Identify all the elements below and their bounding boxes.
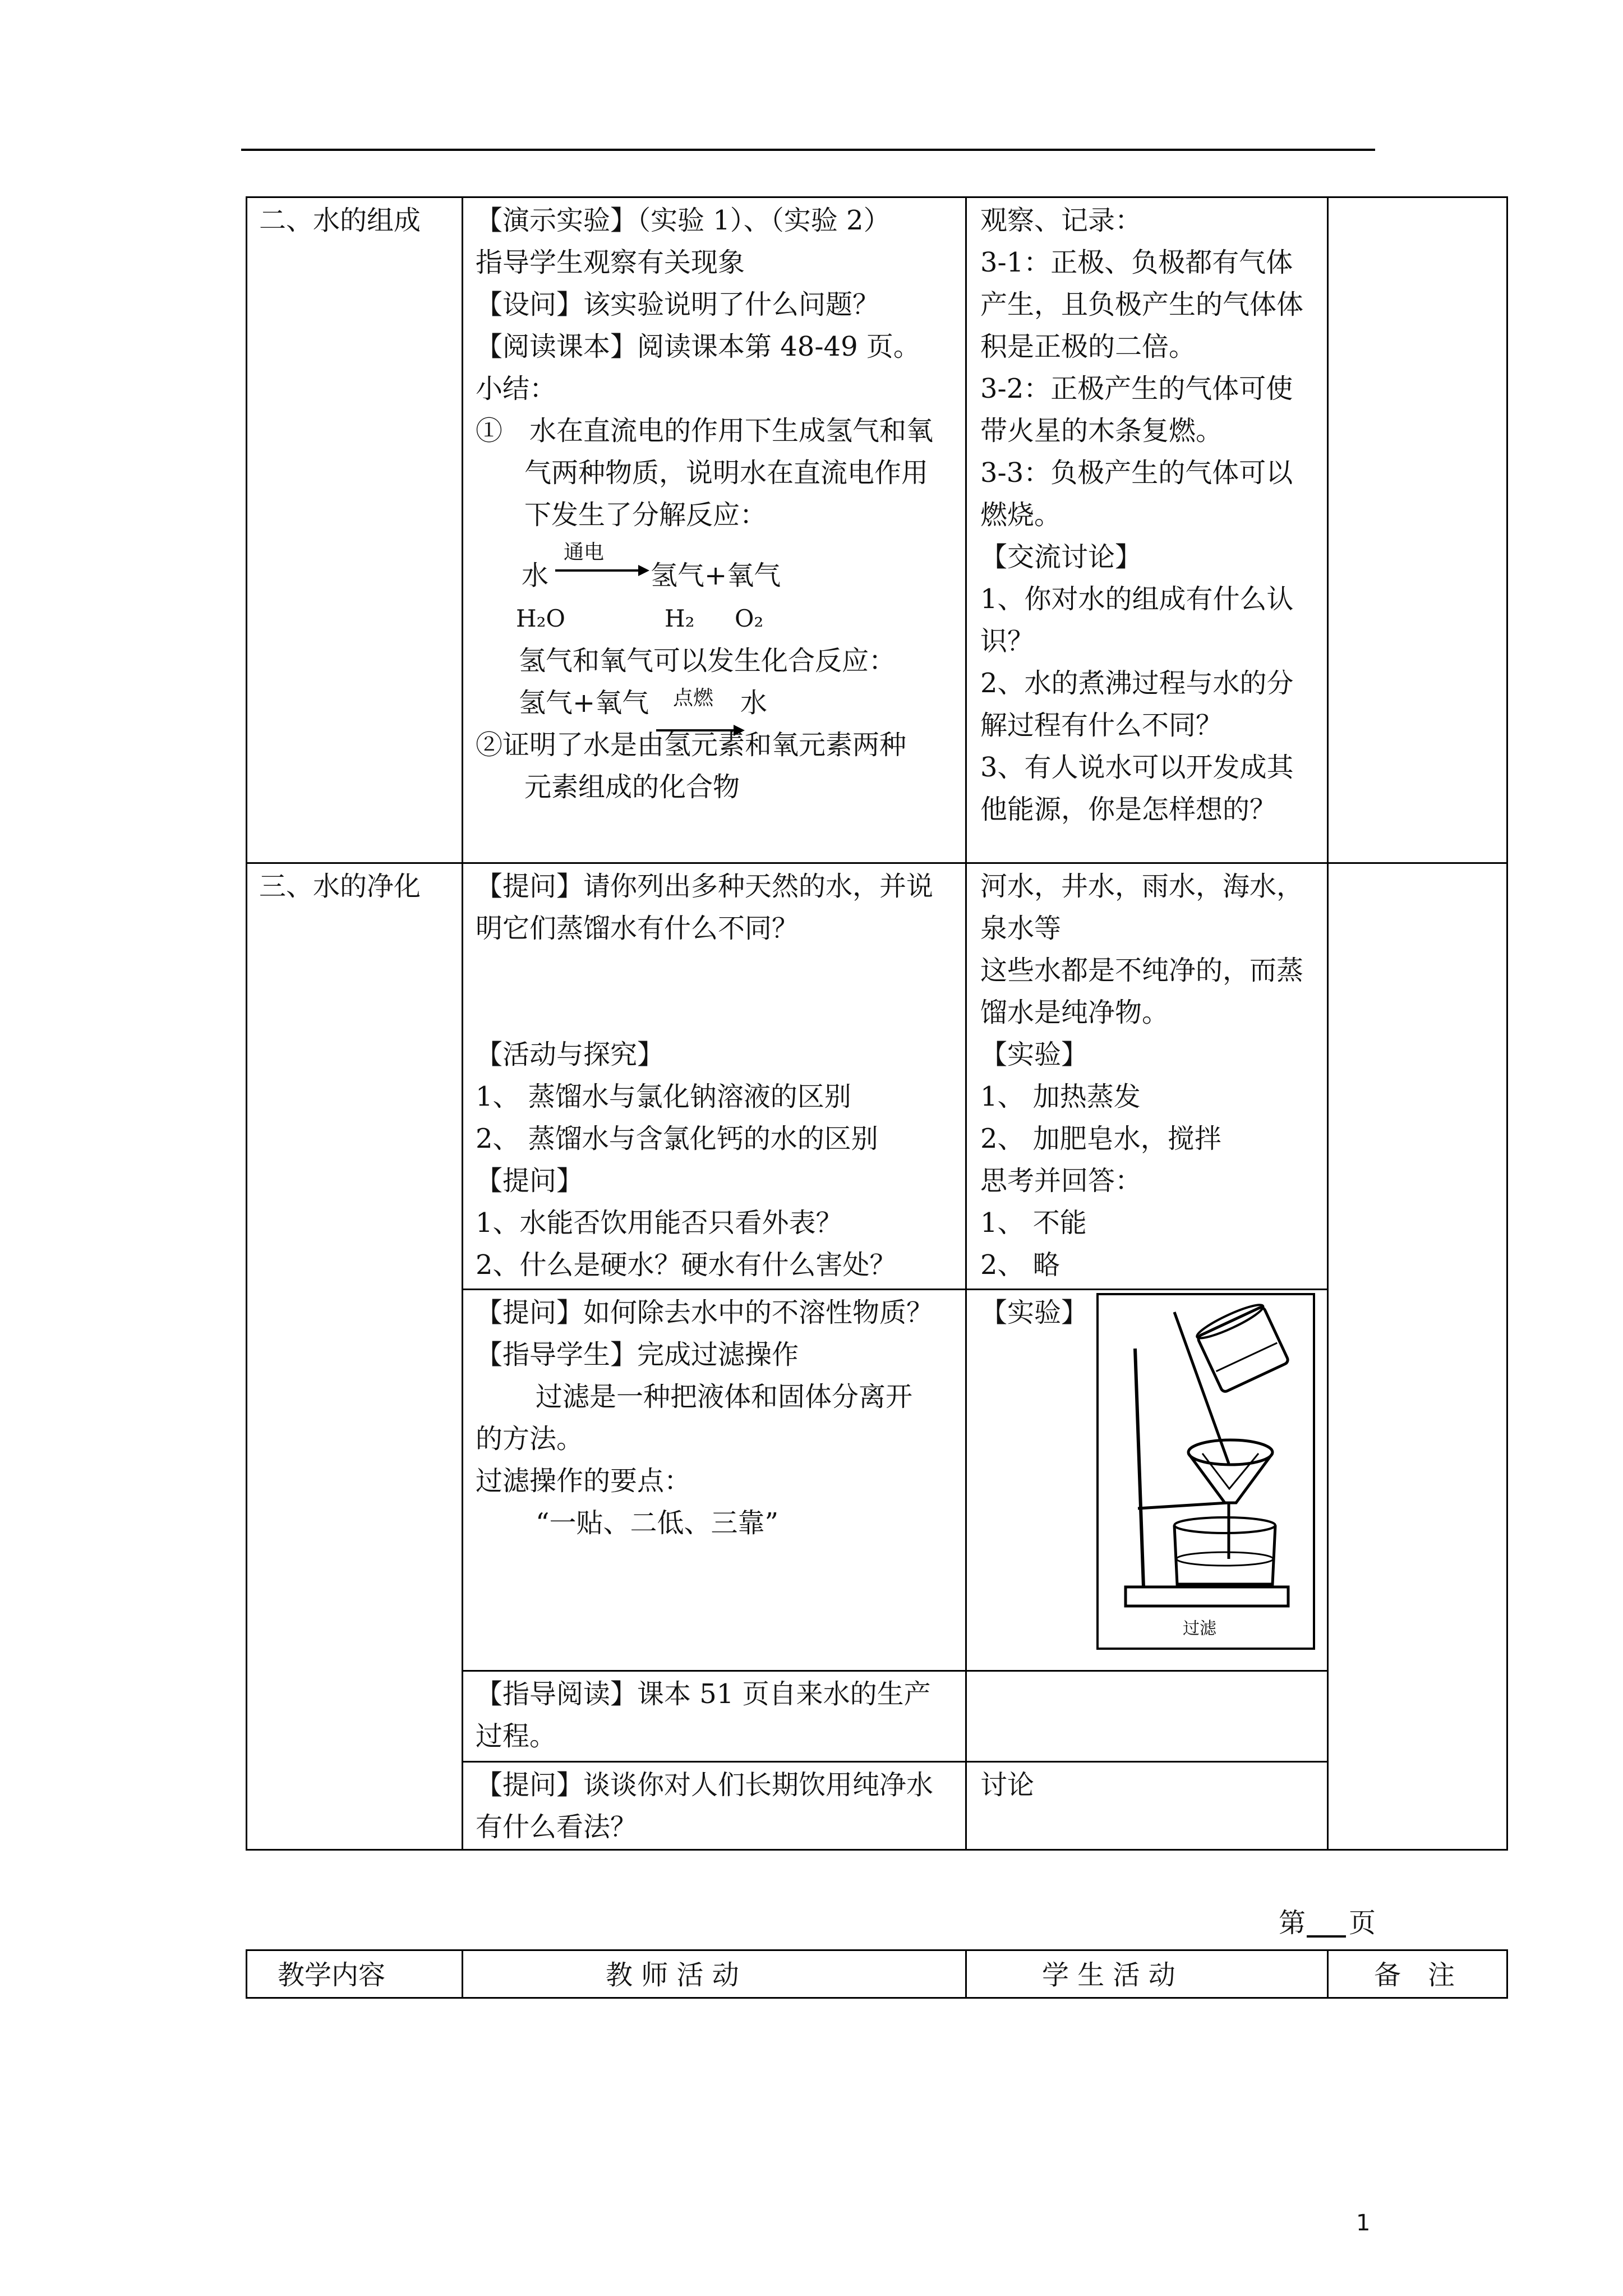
page-blank-underline [1307, 1935, 1346, 1938]
equation-water-product: 水 [740, 687, 768, 719]
student-line: 带火星的木条复燃。 [980, 415, 1223, 447]
student-line: 泉水等 [980, 913, 1062, 944]
student-line: 2、水的煮沸过程与水的分 [980, 668, 1294, 699]
teacher-line: 的方法。 [476, 1423, 584, 1455]
student-line: 1、 加热蒸发 [980, 1081, 1141, 1112]
teacher-line: 过程。 [476, 1720, 557, 1752]
student-line: 3-2：正极产生的气体可使 [980, 373, 1293, 404]
student-line: 讨论 [980, 1769, 1035, 1801]
teacher-line: ②证明了水是由氢元素和氧元素两种 [476, 729, 907, 761]
header-teacher-activity: 教 师 活 动 [606, 1959, 739, 1991]
teacher-line: 2、什么是硬水？硬水有什么害处？ [476, 1249, 897, 1281]
teacher-line: 【阅读课本】阅读课本第 48-49 页。 [476, 331, 920, 362]
top-rule [241, 149, 1375, 151]
teacher-line: 过滤是一种把液体和固体分离开 [536, 1381, 913, 1412]
student-line: 馏水是纯净物。 [980, 997, 1169, 1028]
section-heading-composition: 二、水的组成 [259, 205, 421, 236]
student-line: 思考并回答： [980, 1165, 1142, 1197]
teacher-line: 【提问】如何除去水中的不溶性物质？ [476, 1297, 934, 1328]
teacher-line: 气两种物质，说明水在直流电作用 [524, 457, 929, 489]
equation-reactants: 氢气+氧气 [519, 687, 649, 719]
teacher-line: 【提问】 [476, 1165, 584, 1197]
page-number: 1 [1356, 2210, 1371, 2236]
student-line: 3-3：负极产生的气体可以 [980, 457, 1293, 489]
teacher-line: 明它们蒸馏水有什么不同？ [476, 913, 799, 944]
student-line: 解过程有什么不同？ [980, 710, 1223, 741]
student-line: 1、 不能 [980, 1207, 1087, 1239]
student-line: 积是正极的二倍。 [980, 331, 1196, 362]
teacher-line: 【提问】请你列出多种天然的水，并说 [476, 871, 934, 902]
student-line: 【交流讨论】 [980, 541, 1142, 573]
experiment-label: 【实验】 [980, 1297, 1089, 1328]
row-p3-col3 [965, 1670, 1329, 1763]
header-remarks: 备 注 [1374, 1959, 1455, 1991]
teacher-line: 【指导学生】完成过滤操作 [476, 1339, 799, 1370]
teacher-line: 【演示实验】（实验 1）、（实验 2） [476, 205, 891, 236]
condition-ignite: 点燃 [673, 687, 714, 710]
student-line: 3、有人说水可以开发成其 [980, 752, 1294, 783]
teacher-line: ① 水在直流电的作用下生成氢气和氧 [476, 415, 934, 447]
equation-water: 水 [522, 560, 549, 591]
student-line: 【实验】 [980, 1039, 1089, 1070]
section-heading-purification: 三、水的净化 [259, 871, 421, 902]
formula-h2: H₂ [665, 605, 695, 632]
filtration-figure [1096, 1293, 1315, 1650]
row-composition-col4 [1327, 196, 1508, 864]
page-label-prefix: 第 [1279, 1907, 1306, 1939]
reaction-arrow [555, 569, 639, 572]
teacher-line: 下发生了分解反应： [524, 499, 767, 531]
teacher-line: 【设问】该实验说明了什么问题？ [476, 289, 880, 320]
teacher-line: 指导学生观察有关现象 [476, 247, 745, 278]
student-line: 河水，井水，雨水，海水， [980, 871, 1304, 902]
row-purification-col1 [246, 862, 463, 1851]
teacher-line: 小结： [476, 373, 557, 404]
teacher-line: 1、 蒸馏水与氯化钠溶液的区别 [476, 1081, 851, 1112]
student-line: 识？ [980, 625, 1035, 657]
student-line: 1、你对水的组成有什么认 [980, 583, 1294, 615]
student-line: 2、 略 [980, 1249, 1060, 1281]
teacher-line: 氢气和氧气可以发生化合反应： [519, 645, 896, 677]
condition-electrolysis: 通电 [564, 541, 605, 564]
student-line: 燃烧。 [980, 499, 1062, 531]
teacher-line: 元素组成的化合物 [524, 771, 740, 803]
student-line: 3-1：正极、负极都有气体 [980, 247, 1293, 278]
row-purification-col4 [1327, 862, 1508, 1851]
teacher-line: 1、水能否饮用能否只看外表？ [476, 1207, 843, 1239]
teacher-line: 【指导阅读】课本 51 页自来水的生产 [476, 1678, 931, 1710]
teacher-line: “一贴、二低、三靠” [536, 1507, 779, 1539]
student-line: 他能源，你是怎样想的？ [980, 794, 1277, 825]
formula-h2o: H₂O [516, 605, 565, 632]
student-line: 观察、记录： [980, 205, 1142, 236]
header-student-activity: 学 生 活 动 [1042, 1959, 1175, 1991]
header-teaching-content: 教学内容 [278, 1959, 386, 1991]
figure-caption: 过滤 [1183, 1619, 1216, 1639]
student-line: 这些水都是不纯净的，而蒸 [980, 955, 1304, 986]
student-line: 产生，且负极产生的气体体 [980, 289, 1304, 320]
formula-o2: O₂ [735, 605, 764, 632]
teacher-line: 过滤操作的要点： [476, 1465, 691, 1497]
teacher-line: 【活动与探究】 [476, 1039, 665, 1070]
teacher-line: 2、 蒸馏水与含氯化钙的水的区别 [476, 1123, 878, 1154]
student-line: 2、 加肥皂水，搅拌 [980, 1123, 1221, 1154]
teacher-line: 【提问】谈谈你对人们长期饮用纯净水 [476, 1769, 934, 1801]
row-composition-col1 [246, 196, 463, 864]
equation-products: 氢气+氧气 [651, 560, 781, 591]
page-label-suffix: 页 [1349, 1907, 1376, 1939]
filtration-apparatus-icon [1099, 1295, 1313, 1648]
teacher-line: 有什么看法？ [476, 1811, 638, 1843]
